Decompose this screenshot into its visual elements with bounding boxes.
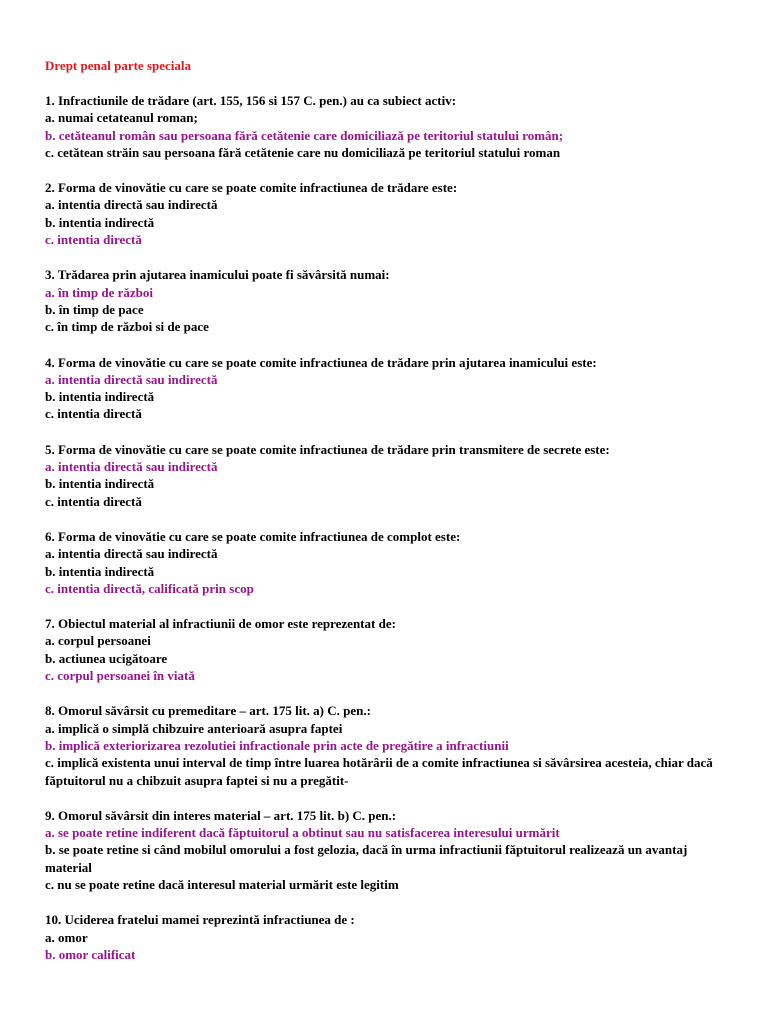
- question-list: [45, 92, 768, 963]
- answer-option-correct: a. în timp de război: [45, 284, 153, 300]
- answer-option: c. nu se poate retine dacă interesul material urmărit este legitim: [45, 876, 399, 892]
- answer-option: b. intentia indirectă: [45, 389, 155, 405]
- answer-option-correct: a. intentia directă sau indirectă: [45, 459, 218, 475]
- answer-option-correct: b. omor calificat: [45, 946, 136, 962]
- question-text: 6. Forma de vinovătie cu care se poate comite infractiunea de complot este:: [45, 528, 461, 544]
- question-block: [45, 354, 768, 423]
- question-block: [45, 702, 768, 788]
- question-block: [45, 911, 768, 963]
- question-text: 4. Forma de vinovătie cu care se poate comite infractiunea de trădare prin ajutarea inamicului este:: [45, 354, 597, 370]
- answer-option: b. intentia indirectă: [45, 476, 155, 492]
- answer-option: b. se poate retine si când mobilul omorului a fost gelozia, dacă în urma infractiunii făptuitorul realizează un avantaj material: [45, 842, 688, 875]
- question-text: 9. Omorul săvârsit din interes material – art. 175 lit. b) C. pen.:: [45, 807, 397, 823]
- answer-option-correct: a. intentia directă sau indirectă: [45, 371, 218, 387]
- answer-option: a. numai cetateanul roman;: [45, 110, 198, 126]
- question-text: 1. Infractiunile de trădare (art. 155, 156 si 157 C. pen.) au ca subiect activ:: [45, 93, 457, 108]
- answer-option: a. intentia directă sau indirectă: [45, 546, 218, 562]
- question-block: [45, 92, 768, 161]
- question-block: [45, 807, 768, 893]
- question-block: [45, 615, 768, 684]
- answer-option-correct: a. se poate retine indiferent dacă făptuitorul a obtinut sau nu satisfacerea interesului urmărit: [45, 825, 560, 841]
- answer-option-correct: b. cetăteanul român sau persoana fără cetătenie care domiciliază pe teritoriul statului român;: [45, 127, 564, 143]
- answer-option: c. intentia directă: [45, 406, 142, 422]
- answer-option: a. implică o simplă chibzuire anterioară asupra faptei: [45, 720, 343, 736]
- question-text: 2. Forma de vinovătie cu care se poate comite infractiunea de trădare este:: [45, 180, 458, 196]
- question-text: 8. Omorul săvârsit cu premeditare – art. 175 lit. a) C. pen.:: [45, 703, 371, 719]
- answer-option-correct: c. corpul persoanei în viată: [45, 668, 195, 684]
- answer-option: c. în timp de război si de pace: [45, 319, 209, 335]
- question-text: 3. Trădarea prin ajutarea inamicului poate fi săvârsită numai:: [45, 267, 390, 283]
- answer-option: c. cetătean străin sau persoana fără cetătenie care nu domiciliază pe teritoriul statului roman: [45, 144, 561, 160]
- answer-option: a. corpul persoanei: [45, 633, 151, 649]
- answer-option: c. intentia directă: [45, 493, 142, 509]
- answer-option: b. actiunea ucigătoare: [45, 650, 168, 666]
- answer-option: b. intentia indirectă: [45, 563, 155, 579]
- question-block: [45, 266, 768, 335]
- answer-option: c. implică existenta unui interval de timp între luarea hotărârii de a comite infractiunea si săvârsirea acesteia, chiar dacă făptuitorul nu a chibzuit asupra faptei si nu a pregătit-: [45, 755, 713, 788]
- question-text: 7. Obiectul material al infractiunii de omor este reprezentat de:: [45, 616, 396, 632]
- answer-option: a. intentia directă sau indirectă: [45, 197, 218, 213]
- answer-option-correct: c. intentia directă, calificată prin scop: [45, 580, 254, 596]
- question-text: 5. Forma de vinovătie cu care se poate comite infractiunea de trădare prin transmitere de secrete este:: [45, 441, 610, 457]
- answer-option-correct: b. implică exteriorizarea rezolutiei infractionale prin acte de pregătire a infractiunii: [45, 737, 509, 753]
- question-block: [45, 528, 768, 597]
- document-title: Drept penal parte speciala: [45, 58, 191, 73]
- question-block: [45, 179, 768, 248]
- answer-option-correct: c. intentia directă: [45, 232, 142, 248]
- answer-option: a. omor: [45, 929, 88, 945]
- answer-option: b. intentia indirectă: [45, 214, 155, 230]
- question-text: 10. Uciderea fratelui mamei reprezintă infractiunea de :: [45, 912, 355, 928]
- answer-option: b. în timp de pace: [45, 301, 144, 317]
- question-block: [45, 441, 768, 510]
